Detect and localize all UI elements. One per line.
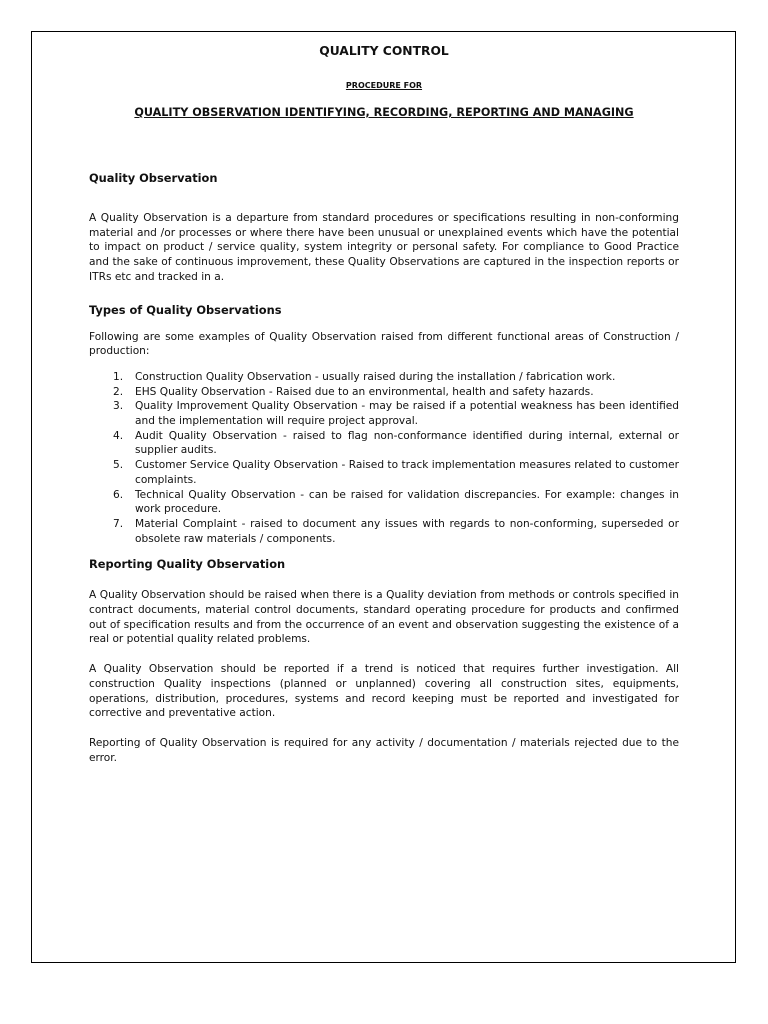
list-item-number: 5. <box>113 459 124 472</box>
document-title: QUALITY CONTROL <box>319 44 449 58</box>
list-item-text: Material Complaint - raised to document any issues with regards to non-conforming, superseded or obsolete raw materials / components. <box>135 517 679 545</box>
list-item-text: Quality Improvement Quality Observation - may be raised if a potential weakness has been identified and the implementation will require project approval. <box>135 400 679 428</box>
list-item-number: 4. <box>113 429 124 442</box>
list-item <box>89 429 679 458</box>
reporting-paragraph-3: Reporting of Quality Observation is required for any activity / documentation / materials rejected due to the error. <box>89 736 679 764</box>
types-intro-paragraph: Following are some examples of Quality Observation raised from different functional areas of Construction / production: <box>89 330 679 358</box>
list-item-text: EHS Quality Observation - Raised due to an environmental, health and safety hazards. <box>135 385 594 398</box>
list-item <box>89 399 679 428</box>
types-list <box>89 370 679 546</box>
list-item-text: Customer Service Quality Observation - Raised to track implementation measures related to customer complaints. <box>135 459 679 486</box>
list-item-number: 3. <box>113 400 124 413</box>
document-subject: QUALITY OBSERVATION IDENTIFYING, RECORDING, REPORTING AND MANAGING <box>134 106 634 119</box>
document-body <box>89 44 679 765</box>
quality-observation-paragraph: A Quality Observation is a departure from standard procedures or specifications resulting in non-conforming material and /or processes or where there have been unusual or unexplained events which have the potential to impact on product / service quality, system integrity or personal safety. For compliance to Good Practice and the sake of continuous improvement, these Quality Observations are captured in the inspection reports or ITRs etc and tracked in a. <box>89 212 679 283</box>
list-item-text: Audit Quality Observation - raised to flag non-conformance identified during internal, external or supplier audits. <box>135 429 679 457</box>
list-item <box>89 517 679 546</box>
list-item <box>89 488 679 517</box>
section-heading-quality-observation: Quality Observation <box>89 171 218 185</box>
reporting-paragraph-2: A Quality Observation should be reported if a trend is noticed that requires further investigation. All construction Quality inspections (planned or unplanned) covering all construction sites, equipments, operations, distribution, procedures, systems and record keeping must be reported and investigated for corrective and preventative action. <box>89 663 679 720</box>
list-item-text: Construction Quality Observation - usually raised during the installation / fabrication work. <box>135 370 616 383</box>
list-item <box>89 385 679 400</box>
list-item-number: 7. <box>113 517 124 530</box>
document-subtitle: PROCEDURE FOR <box>345 81 423 90</box>
list-item <box>89 458 679 487</box>
list-item-text: Technical Quality Observation - can be raised for validation discrepancies. For example: changes in work procedure. <box>135 488 679 516</box>
list-item-number: 1. <box>113 370 124 383</box>
list-item <box>89 370 679 385</box>
list-item-number: 6. <box>113 488 124 501</box>
list-item-number: 2. <box>113 385 124 398</box>
reporting-paragraph-1: A Quality Observation should be raised when there is a Quality deviation from methods or controls specified in contract documents, material control documents, standard operating procedure for products and confirmed out of specification results and from the occurrence of an event and observation suggesting the existence of a real or potential quality related problems. <box>89 589 679 646</box>
section-heading-types: Types of Quality Observations <box>89 302 282 317</box>
section-heading-reporting: Reporting Quality Observation <box>89 557 286 572</box>
